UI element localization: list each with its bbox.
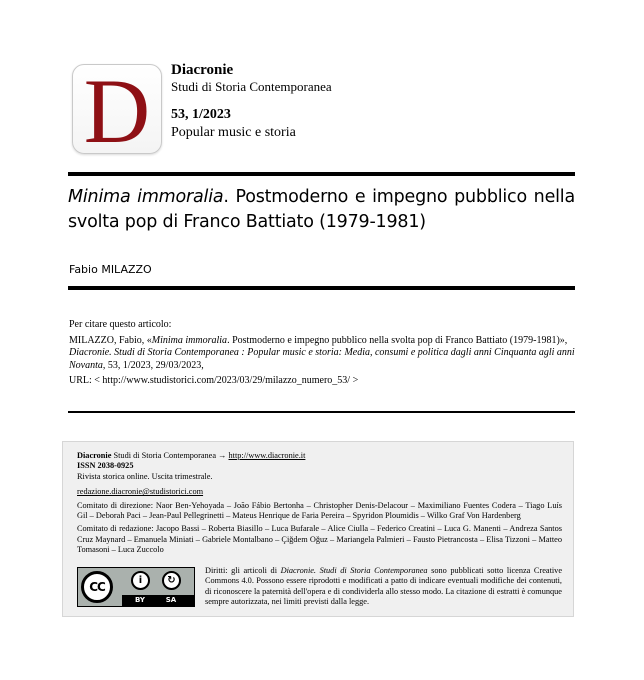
rights-rest: sono pubblicati sotto licenza Creative Commons 4.0. Possono essere riprodotti e modificati a patto di indicare eventuali modifiche dei contenuti, di riconoscere la paternità dell'opera e di condividerla allo stesso modo. La citazione di estratti è comunque sempre autorizzata, nei limiti previsti dalla legge. bbox=[205, 566, 563, 607]
citation-divider bbox=[68, 411, 575, 413]
journal-logo bbox=[72, 64, 162, 154]
article-author: Fabio MILAZZO bbox=[69, 263, 152, 276]
share-alike-icon: ↻ bbox=[162, 571, 181, 590]
box-journal-subtitle: Studi di Storia Contemporanea → bbox=[111, 451, 229, 460]
cc-icon: CC bbox=[81, 571, 113, 603]
box-journal-name: Diacronie bbox=[77, 451, 112, 460]
citation-url[interactable]: URL: < http://www.studistorici.com/2023/03/29/milazzo_numero_53/ > bbox=[69, 375, 359, 386]
by-label: BY bbox=[134, 596, 146, 604]
rights-text bbox=[205, 566, 562, 608]
issn-value: ISSN 2038-0925 bbox=[77, 461, 134, 471]
editorial-committee: Comitato di redazione: Jacopo Bassi – Roberta Biasillo – Luca Bufarale – Alice Ciulla – Federico Creatini – Luca G. Manenti – Andreza Santos Cruz Maynard – Emanuela Miniati – Gabriele Montalbano – Çiğdem Oğuz – Mariangela Palmieri – Fausto Pietrancosta – Elisa Tizzoni – Matteo Tomasoni – Luca Zuccolo bbox=[77, 524, 562, 555]
issue-theme: Popular music e storia bbox=[171, 125, 296, 140]
citation-label: Per citare questo articolo: bbox=[69, 319, 172, 330]
article-title-italic: Minima immoralia bbox=[68, 187, 224, 207]
citation-details: , 53, 1/2023, 29/03/2023, bbox=[102, 359, 204, 371]
rights-prefix: Diritti: gli articoli di bbox=[205, 566, 281, 575]
citation-authors: MILAZZO, Fabio, « bbox=[69, 334, 152, 346]
attribution-icon: i bbox=[131, 571, 150, 590]
citation-text bbox=[69, 335, 575, 373]
citation-journal: Diacronie. Studi di Storia Contemporanea : Popular music e storia: Media, consumi e politica dagli anni Cinquanta agli anni Novanta bbox=[69, 347, 575, 371]
author-divider bbox=[68, 286, 575, 290]
website-link[interactable]: http://www.diacronie.it bbox=[228, 451, 306, 460]
citation-title-rest: . Postmoderno e impegno pubblico nella svolta pop di Franco Battiato (1979-1981)», bbox=[227, 334, 568, 346]
citation-block bbox=[69, 319, 575, 388]
citation-title-italic: Minima immoralia bbox=[151, 334, 228, 346]
journal-description: Rivista storica online. Uscita trimestrale. bbox=[77, 471, 213, 481]
journal-info-text bbox=[77, 451, 562, 556]
issn bbox=[77, 461, 562, 471]
journal-subtitle: Studi di Storia Contemporanea bbox=[171, 79, 332, 94]
email-link[interactable]: redazione.diacronie@studistorici.com bbox=[77, 487, 204, 497]
journal-name: Diacronie bbox=[171, 62, 234, 78]
article-title bbox=[68, 185, 575, 235]
rights-journal: Diacronie. Studi di Storia Contemporanea bbox=[280, 566, 428, 575]
cc-license-badge bbox=[77, 567, 195, 607]
issue-number: 53, 1/2023 bbox=[171, 107, 231, 122]
logo-letter: D bbox=[83, 64, 151, 154]
journal-info-heading bbox=[77, 451, 562, 461]
top-divider bbox=[68, 172, 575, 176]
sa-label: SA bbox=[165, 596, 177, 604]
article-title-rest: . Postmoderno e impegno pubblico nella svolta pop di Franco Battiato (1979-1981) bbox=[68, 187, 575, 232]
direction-committee: Comitato di direzione: Naor Ben-Yehoyada – João Fábio Bertonha – Christopher Denis-Delacour – Maximiliano Fuentes Codera – Tiago Luís Gil – Deborah Paci – Jean-Paul Pellegrinetti – Mateus Henrique de Faria Pereira – Spyridon Ploumidis – Wilko Graf Von Hardenberg bbox=[77, 500, 562, 521]
